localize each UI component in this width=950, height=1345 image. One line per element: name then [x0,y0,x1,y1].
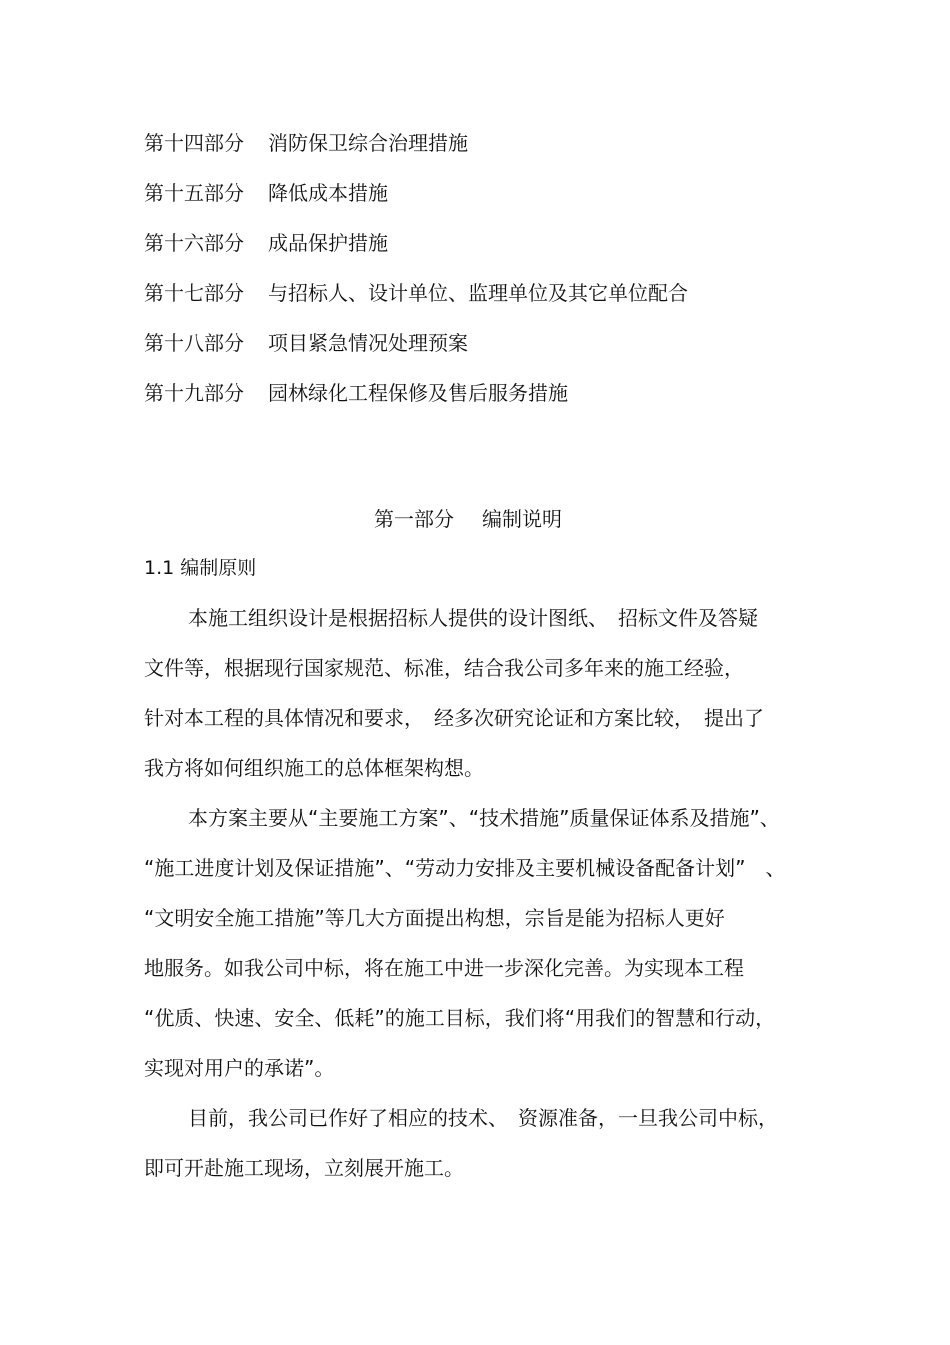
paragraph-line: 本方案主要从“主要施工方案”、“技术措施”质量保证体系及措施”、 [188,806,780,830]
paragraph-line: “文明安全施工措施”等几大方面提出构想，宗旨是能为招标人更好 [144,906,725,930]
paragraph-line: 目前，我公司已作好了相应的技术、 资源准备，一旦我公司中标， [188,1106,778,1130]
toc-item [144,281,688,305]
section-title-text: 编制说明 [482,507,562,531]
paragraph-line: 地服务。如我公司中标，将在施工中进一步深化完善。为实现本工程 [144,956,744,980]
toc-item [144,231,388,255]
paragraph-line: 实现对用户的承诺”。 [144,1056,335,1080]
toc-part-label: 第十九部分 [144,381,244,405]
toc-title: 成品保护措施 [268,231,388,255]
paragraph-line: 我方将如何组织施工的总体框架构想。 [144,756,484,780]
toc-part-label: 第十六部分 [144,231,244,255]
toc-title: 与招标人、设计单位、监理单位及其它单位配合 [268,281,688,305]
toc-item [144,131,468,155]
toc-item [144,331,468,355]
toc-part-label: 第十七部分 [144,281,244,305]
toc-item [144,181,388,205]
toc-title: 园林绿化工程保修及售后服务措施 [268,381,568,405]
paragraph-line: “优质、快速、安全、低耗”的施工目标，我们将“用我们的智慧和行动， [144,1006,776,1030]
section-part-label: 第一部分 [374,507,454,531]
toc-title: 消防保卫综合治理措施 [268,131,468,155]
paragraph-line: 针对本工程的具体情况和要求， 经多次研究论证和方案比较， 提出了 [144,706,764,730]
toc-part-label: 第十四部分 [144,131,244,155]
toc-title: 项目紧急情况处理预案 [268,331,468,355]
paragraph-line: 文件等，根据现行国家规范、标准，结合我公司多年来的施工经验， [144,656,744,680]
toc-part-label: 第十五部分 [144,181,244,205]
toc-item [144,381,568,405]
section-title [374,507,562,531]
toc-title: 降低成本措施 [268,181,388,205]
paragraph-line: “施工进度计划及保证措施”、“劳动力安排及主要机械设备配备计划” 、 [144,856,786,880]
paragraph-line: 即可开赴施工现场，立刻展开施工。 [144,1156,464,1180]
subheading: 1.1 编制原则 [144,557,257,579]
paragraph-line: 本施工组织设计是根据招标人提供的设计图纸、 招标文件及答疑 [188,606,758,630]
toc-part-label: 第十八部分 [144,331,244,355]
